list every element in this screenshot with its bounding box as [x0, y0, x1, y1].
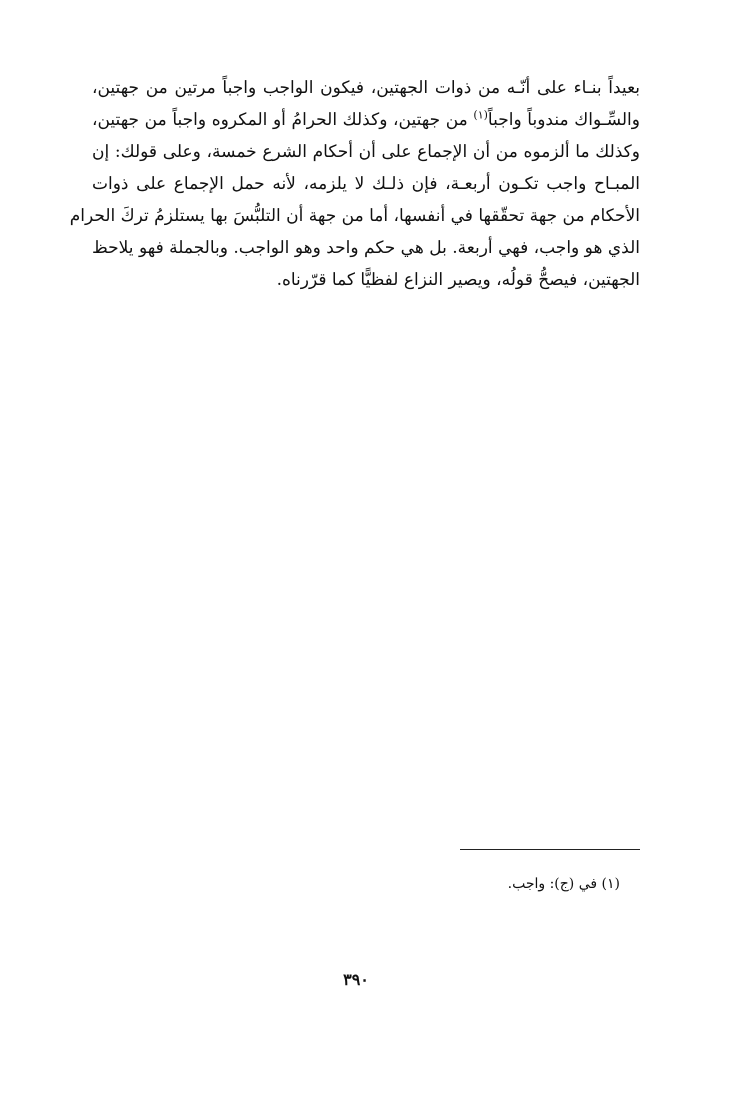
text-line-4: المبـاح واجب تكـون أربعـة، فإن ذلـك لا يلزمه، لأنه حمل الإجماع على ذوات	[92, 174, 640, 194]
text-line-2	[92, 104, 640, 136]
body-text	[69, 72, 640, 296]
text-line-5: الأحكام من جهة تحقّقها في أنفسها، أما من جهة أن التلبُّسَ بها يستلزمُ تركَ الحرام	[69, 206, 640, 226]
text-line-3: وكذلك ما ألزموه من أن الإجماع على أن أحكام الشرع خمسة، وعلى قولك: إن	[92, 142, 640, 162]
footnote: (١) في (ج): واجب.	[507, 876, 620, 892]
text-line-2-start: والسِّـواك مندوباً واجباً	[487, 110, 640, 130]
text-line-6: الذي هو واجب، فهي أربعة. بل هي حكم واحد وهو الواجب. وبالجملة فهو يلاحظ	[92, 238, 640, 258]
text-line-1: بعيداً بنـاء على أنّـه من ذوات الجهتين، فيكون الواجب واجباً مرتين من جهتين،	[92, 78, 640, 98]
footnote-reference: (١)	[473, 108, 488, 122]
text-line-7: الجهتين، فيصحُّ قولُه، ويصير النزاع لفظيًّا كما قرّرناه.	[276, 270, 640, 290]
text-line-2-end: من جهتين، وكذلك الحرامُ أو المكروه واجباً من جهتين،	[92, 110, 468, 130]
page-number: ٣٩٠	[343, 970, 369, 989]
footnote-separator	[460, 849, 640, 850]
